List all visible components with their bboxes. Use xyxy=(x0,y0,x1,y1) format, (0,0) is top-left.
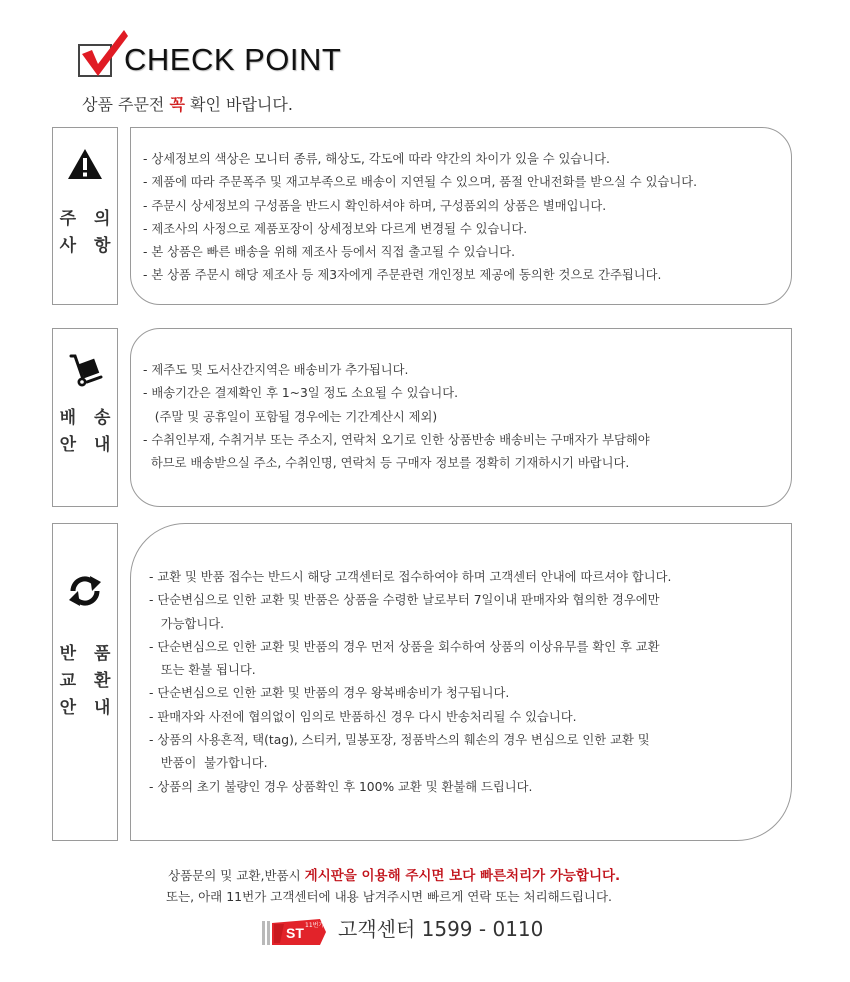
list-item: 하므로 배송받으실 주소, 수취인명, 연락처 등 구매자 정보를 정확히 기재하시기 바랍니다. xyxy=(143,456,630,471)
list-item: - 단순변심으로 인한 교환 및 반품의 경우 먼저 상품을 회수하여 상품의 이상유무를 확인 후 교환 xyxy=(149,639,660,654)
footer-notice-2: 또는, 아래 11번가 고객센터에 내용 남겨주시면 빠르게 연락 또는 처리해드립니다. xyxy=(166,889,613,904)
list-item: 반품이 불가합니다. xyxy=(149,756,268,771)
warning-icon xyxy=(67,148,103,180)
list-item: - 본 상품 주문시 해당 제조사 등 제3자에게 주문관련 개인정보 제공에 동의한 것으로 간주됩니다. xyxy=(143,268,662,283)
hand-truck-icon xyxy=(67,353,103,389)
page-title: CHECK POINT xyxy=(124,42,342,77)
caution-content-panel xyxy=(130,127,792,305)
list-item: 가능합니다. xyxy=(149,616,225,631)
list-item: 또는 환불 됩니다. xyxy=(149,663,256,678)
shipping-side-panel xyxy=(52,328,118,507)
list-item: - 단순변심으로 인한 교환 및 반품은 상품을 수령한 날로부터 7일이내 판매자와 협의한 경우에만 xyxy=(149,593,660,608)
list-item: - 제조사의 사정으로 제품포장이 상세정보와 다르게 변경될 수 있습니다. xyxy=(143,221,528,236)
logo-small-text: 11번가 xyxy=(305,922,325,929)
returns-side-panel xyxy=(52,523,118,841)
list-item: - 본 상품은 빠른 배송을 위해 제조사 등에서 직접 출고될 수 있습니다. xyxy=(143,245,516,260)
page-subtitle: 상품 주문전 꼭 확인 바랍니다. xyxy=(82,95,293,114)
list-item: - 판매자와 사전에 협의없이 임의로 반품하신 경우 다시 반송처리될 수 있습니다. xyxy=(149,709,577,724)
shipping-label: 배 송 안 내 xyxy=(59,408,117,455)
11st-logo xyxy=(262,917,328,947)
caution-side-panel xyxy=(52,127,118,305)
returns-label: 반 품 교 환 안 내 xyxy=(59,644,117,718)
list-item: - 상품의 초기 불량인 경우 상품확인 후 100% 교환 및 환불해 드립니다. xyxy=(149,779,533,794)
list-item: - 주문시 상세정보의 구성품을 반드시 확인하셔야 하며, 구성품외의 상품은 별매입니다. xyxy=(143,198,607,213)
list-item: - 제품에 따라 주문폭주 및 재고부족으로 배송이 지연될 수 있으며, 품절 안내전화를 받으실 수 있습니다. xyxy=(143,175,698,190)
returns-content-panel xyxy=(130,523,792,841)
list-item: - 배송기간은 결제확인 후 1~3일 정도 소요될 수 있습니다. xyxy=(143,386,459,401)
shipping-list xyxy=(143,359,771,475)
logo-text: ST xyxy=(286,925,304,941)
shipping-content-panel xyxy=(130,328,792,507)
list-item: - 교환 및 반품 접수는 반드시 해당 고객센터로 접수하여야 하며 고객센터 안내에 따르셔야 합니다. xyxy=(149,570,672,584)
exchange-arrows-icon xyxy=(66,572,104,610)
list-item: - 제주도 및 도서산간지역은 배송비가 추가됩니다. xyxy=(143,363,409,377)
list-item: - 상세정보의 색상은 모니터 종류, 해상도, 각도에 따라 약간의 차이가 있을 수 있습니다. xyxy=(143,152,610,166)
list-item: - 상품의 사용흔적, 택(tag), 스티커, 밀봉포장, 정품박스의 훼손의 경우 변심으로 인한 교환 및 xyxy=(149,733,650,748)
list-item: - 단순변심으로 인한 교환 및 반품의 경우 왕복배송비가 청구됩니다. xyxy=(149,686,510,701)
caution-label: 주 의 사 항 xyxy=(59,209,117,256)
caution-list xyxy=(143,148,771,288)
returns-list xyxy=(149,566,771,799)
list-item: - 수취인부재, 수취거부 또는 주소지, 연락처 오기로 인한 상품반송 배송비는 구매자가 부담해야 xyxy=(143,432,650,447)
customer-center-phone: 고객센터 1599 - 0110 xyxy=(338,917,544,941)
list-item: (주말 및 공휴일이 포함될 경우에는 기간계산시 제외) xyxy=(143,409,438,424)
footer-notice: 상품문의 및 교환,반품시 게시판을 이용해 주시면 보다 빠른처리가 가능합니다. xyxy=(168,868,621,884)
